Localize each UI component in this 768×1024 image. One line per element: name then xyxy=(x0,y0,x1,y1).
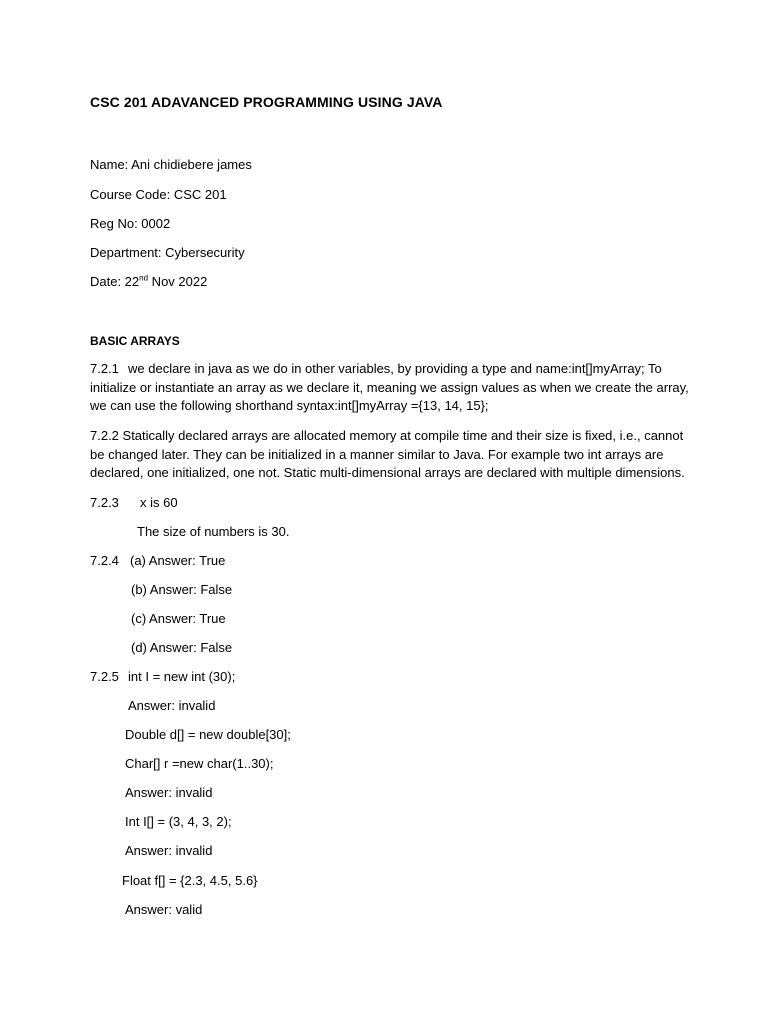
answer-a: (a) Answer: True xyxy=(130,553,226,568)
answer-7-2-2: 7.2.2 Statically declared arrays are allocated memory at compile time and their size is fixed, i.e., cannot be changed later. They can be initialized in a manner similar to Java. For example two int arrays are declared, one initialized, one not. Static multi-dimensional arrays are declared with multiple dimensions. xyxy=(90,428,685,480)
question-number: 7.2.3 xyxy=(90,495,119,510)
department: Department: Cybersecurity xyxy=(90,245,245,260)
answer-7-2-5 xyxy=(90,668,235,686)
student-name: Name: Ani chidiebere james xyxy=(90,157,252,172)
code-line: Int I[] = (3, 4, 3, 2); xyxy=(125,814,232,829)
answer-d: (d) Answer: False xyxy=(131,640,233,655)
code-answer: Answer: invalid xyxy=(125,843,213,858)
date xyxy=(90,273,207,291)
answer-7-2-3-line2: The size of numbers is 30. xyxy=(137,524,290,539)
question-number: 7.2.4 xyxy=(90,553,119,568)
date-suffix: Nov 2022 xyxy=(148,274,208,289)
date-superscript: nd xyxy=(139,273,149,283)
code-line: int I = new int (30); xyxy=(128,669,236,684)
document-title: CSC 201 ADAVANCED PROGRAMMING USING JAVA xyxy=(90,94,443,110)
answer-7-2-1 xyxy=(90,360,690,416)
answer-7-2-4 xyxy=(90,552,225,570)
code-line: Double d[] = new double[30]; xyxy=(125,727,291,742)
answer-7-2-3 xyxy=(90,494,178,512)
code-answer: Answer: valid xyxy=(125,902,203,917)
code-line: Char[] r =new char(1..30); xyxy=(125,756,274,771)
code-line: Float f[] = {2.3, 4.5, 5.6} xyxy=(122,873,258,888)
code-answer: Answer: invalid xyxy=(125,785,213,800)
reg-no: Reg No: 0002 xyxy=(90,216,171,231)
answer-text: we declare in java as we do in other variables, by providing a type and name:int[]myArray; To initialize or instantiate an array as we declare it, meaning we assign values as when we create the array, we can use the following shorthand syntax:int[]myArray ={13, 14, 15}; xyxy=(90,361,689,413)
course-code: Course Code: CSC 201 xyxy=(90,187,227,202)
question-number: 7.2.5 xyxy=(90,669,119,684)
answer-b: (b) Answer: False xyxy=(131,582,233,597)
question-number: 7.2.1 xyxy=(90,361,119,376)
answer-c: (c) Answer: True xyxy=(131,611,226,626)
section-heading: BASIC ARRAYS xyxy=(90,334,180,348)
code-answer: Answer: invalid xyxy=(128,698,216,713)
answer-line: x is 60 xyxy=(140,495,178,510)
date-prefix: Date: 22 xyxy=(90,274,140,289)
